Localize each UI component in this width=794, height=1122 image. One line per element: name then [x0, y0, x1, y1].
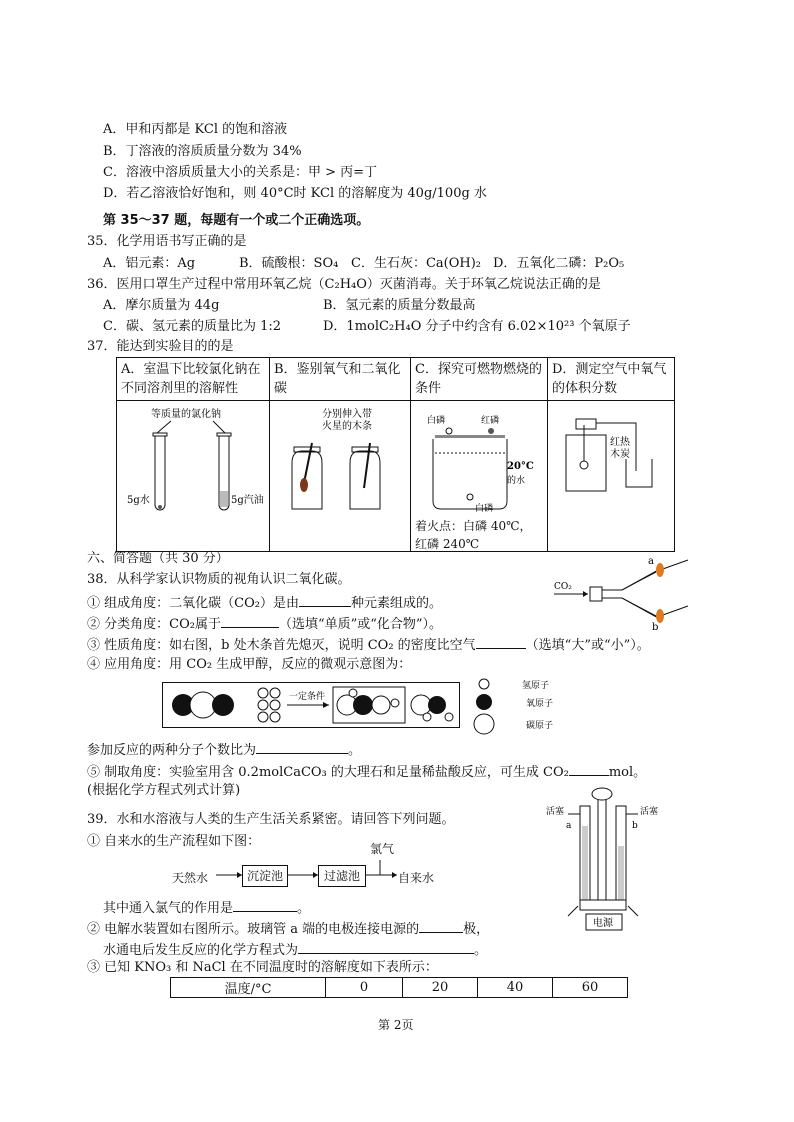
fig-38-a: a	[648, 556, 654, 567]
reaction-condition: 一定条件	[289, 692, 326, 702]
q38-item4: ④ 应用角度：用 CO₂ 生成甲醇，反应的微观示意图为：	[87, 657, 412, 672]
q38-item1-b: 种元素组成的。	[350, 596, 442, 611]
table-cell: 60	[553, 978, 628, 998]
fig-valve-left: 活塞	[546, 807, 565, 817]
section6-title: 六、简答题（共 30 分）	[87, 551, 229, 566]
q37-head-d: D．测定空气中氧气的体积分数	[548, 358, 675, 401]
q38-item3-b: （选填“大”或“小”）。	[525, 638, 650, 653]
q38-item3-a: ③ 性质角度：如右图，b 处木条首先熄灭，说明 CO₂ 的密度比空气	[87, 638, 476, 653]
q34-option-c: C．溶液中溶质质量大小的关系是：甲 > 丙=丁	[103, 165, 377, 180]
q39-item2-b: 极，	[463, 922, 490, 937]
legend-carbon: 碳原子	[526, 721, 554, 731]
fig-d-label1: 红热	[610, 437, 630, 448]
flow-box-sedimentation: 沉淀池	[242, 865, 288, 887]
q38-item3	[87, 634, 650, 655]
q34-option-b: B．丁溶液的溶质质量分数为 34%	[103, 144, 302, 159]
q38-item2-b: （选填“单质”或“化合物”）。	[278, 617, 443, 632]
q39-chlorine-text: 其中通入氯气的作用是	[103, 901, 234, 916]
q38-stem: 38．从科学家认识物质的视角认识二氧化碳。	[87, 572, 351, 587]
flow-box-filtration: 过滤池	[318, 865, 366, 887]
fig-38-b: b	[652, 622, 659, 632]
q39-chlorine-role: 其中通入氯气的作用是 。	[103, 897, 310, 918]
oxygen-measure-figure	[552, 403, 670, 543]
q36-option-d: D．1molC₂H₄O 分子中约含有 6.02×10²³ 个氧原子	[323, 319, 631, 334]
q38-ratio: 参加反应的两种分子个数比为 。	[87, 739, 361, 760]
co2-y-tube-figure	[548, 556, 698, 632]
q37-fig-c	[411, 401, 548, 552]
reaction-diagram	[162, 682, 460, 728]
fig-a-water: 5g水	[127, 495, 150, 506]
q39-blank3[interactable]	[298, 939, 474, 954]
table-cell: 0	[326, 978, 403, 998]
fig-a-oil: 5g汽油	[231, 495, 264, 506]
flow-arrows	[210, 848, 400, 882]
q38-item5-a: ⑤ 制取角度：实验室用含 0.2molCaCO₃ 的大理石和足量稀盐酸反应，可生成 CO₂	[87, 765, 569, 780]
fig-a-label: 等质量的氯化钠	[151, 409, 221, 420]
gas-jars-figure	[274, 403, 406, 543]
q38-item1-a: ① 组成角度：二氧化碳（CO₂）是由	[87, 596, 299, 611]
q38-blank5[interactable]	[569, 761, 609, 776]
q36-option-a: A．摩尔质量为 44g	[103, 298, 220, 313]
fig-39-b: b	[632, 821, 638, 831]
q39-item2	[87, 918, 489, 939]
q37-head-c: C．探究可燃物燃烧的条件	[411, 358, 548, 401]
q38-item2	[87, 613, 442, 634]
q37-fig-d	[548, 401, 675, 552]
fig-c-white: 白磷	[427, 416, 446, 426]
legend-oxygen: 氧原子	[526, 699, 554, 709]
q38-blank3[interactable]	[476, 634, 526, 649]
fig-b-label1: 分别伸入带	[322, 409, 372, 420]
q37-head-a: A．室温下比较氯化钠在不同溶剂里的溶解性	[117, 358, 270, 401]
table-row	[171, 978, 628, 998]
flow-output: 自来水	[398, 871, 435, 885]
q37-fig-a	[117, 401, 270, 552]
q37-fig-b	[270, 401, 411, 552]
q39-item1: ① 自来水的生产流程如下图：	[87, 834, 261, 849]
legend-hydrogen: 氢原子	[522, 681, 550, 691]
q38-item2-a: ② 分类角度：CO₂属于	[87, 617, 221, 632]
q39-item2-c: 水通电后发生反应的化学方程式为	[103, 943, 299, 958]
fig-c-ignition1: 着火点：白磷 40℃，	[415, 519, 532, 533]
fig-d-label2: 木炭	[610, 449, 630, 460]
fig-b-label2: 火星的木条	[322, 421, 372, 432]
q38-blank1[interactable]	[299, 592, 351, 607]
fig-c-red: 红磷	[481, 416, 500, 426]
q39-blank1[interactable]	[233, 897, 297, 912]
q35-option-b: B．硫酸根：SO₄	[239, 256, 339, 271]
atom-legend	[470, 676, 590, 736]
fig-power-label: 电源	[593, 918, 613, 929]
q37-stem: 37．能达到实验目的的是	[87, 339, 234, 354]
flow-source: 天然水	[172, 871, 209, 885]
q39-stem: 39．水和水溶液与人类的生产生活关系紧密。请回答下列问题。	[87, 812, 455, 827]
q34-option-a: A．甲和丙都是 KCl 的饱和溶液	[103, 122, 288, 137]
q38-blank4[interactable]	[256, 739, 348, 754]
q39-item2-eq: 水通电后发生反应的化学方程式为 。	[103, 939, 487, 960]
q36-option-c: C．碳、氢元素的质量比为 1:2	[103, 319, 282, 334]
section-instruction: 第 35～37 题，每题有一个或二个正确选项。	[103, 213, 370, 228]
q35-option-d: D．五氧化二磷：P₂O₅	[493, 256, 625, 271]
flow-chlorine: 氯气	[370, 842, 395, 856]
q36-stem: 36．医用口罩生产过程中常用环氧乙烷（C₂H₄O）灭菌消毒。关于环氧乙烷说法正确的是	[87, 277, 601, 292]
fig-c-white2: 白磷	[475, 504, 494, 514]
q37-table	[116, 357, 675, 552]
q35-option-a: A．铝元素：Ag	[103, 256, 196, 271]
q35-option-c: C．生石灰：Ca(OH)₂	[351, 256, 481, 271]
q36-option-b: B．氢元素的质量分数最高	[323, 298, 476, 313]
q38-blank2[interactable]	[221, 613, 279, 628]
q38-item1	[87, 592, 442, 613]
q37-head-b: B．鉴别氧气和二氧化碳	[270, 358, 411, 401]
q39-blank2[interactable]	[419, 918, 463, 933]
q38-item5	[87, 761, 646, 782]
fig-valve-right: 活塞	[640, 807, 659, 817]
fig-co2-label: CO₂	[554, 582, 572, 592]
solubility-table	[170, 977, 628, 998]
q39-item2-a: ② 电解水装置如右图所示。玻璃管 a 端的电极连接电源的	[87, 922, 420, 937]
electrolysis-figure	[540, 786, 670, 932]
fig-39-a: a	[566, 821, 572, 831]
fig-c-temp: 20°C	[507, 461, 534, 472]
q38-item5-b: mol。	[608, 765, 647, 780]
q38-item5-note: (根据化学方程式列式计算)	[87, 783, 241, 798]
test-tubes-figure	[121, 403, 265, 543]
fig-c-ignition2: 红磷 240℃	[415, 537, 480, 551]
q35-stem: 35．化学用语书写正确的是	[87, 234, 247, 249]
table-cell: 温度/°C	[171, 978, 326, 998]
table-cell: 40	[478, 978, 553, 998]
table-cell: 20	[403, 978, 478, 998]
fig-c-water: 的水	[507, 476, 526, 486]
page-number: 第 2页	[378, 1018, 414, 1032]
q34-option-d: D．若乙溶液恰好饱和，则 40°C时 KCl 的溶解度为 40g/100g 水	[103, 186, 487, 201]
q38-ratio-text: 参加反应的两种分子个数比为	[87, 743, 257, 758]
q39-item3: ③ 已知 KNO₃ 和 NaCl 在不同温度时的溶解度如下表所示：	[87, 960, 438, 975]
